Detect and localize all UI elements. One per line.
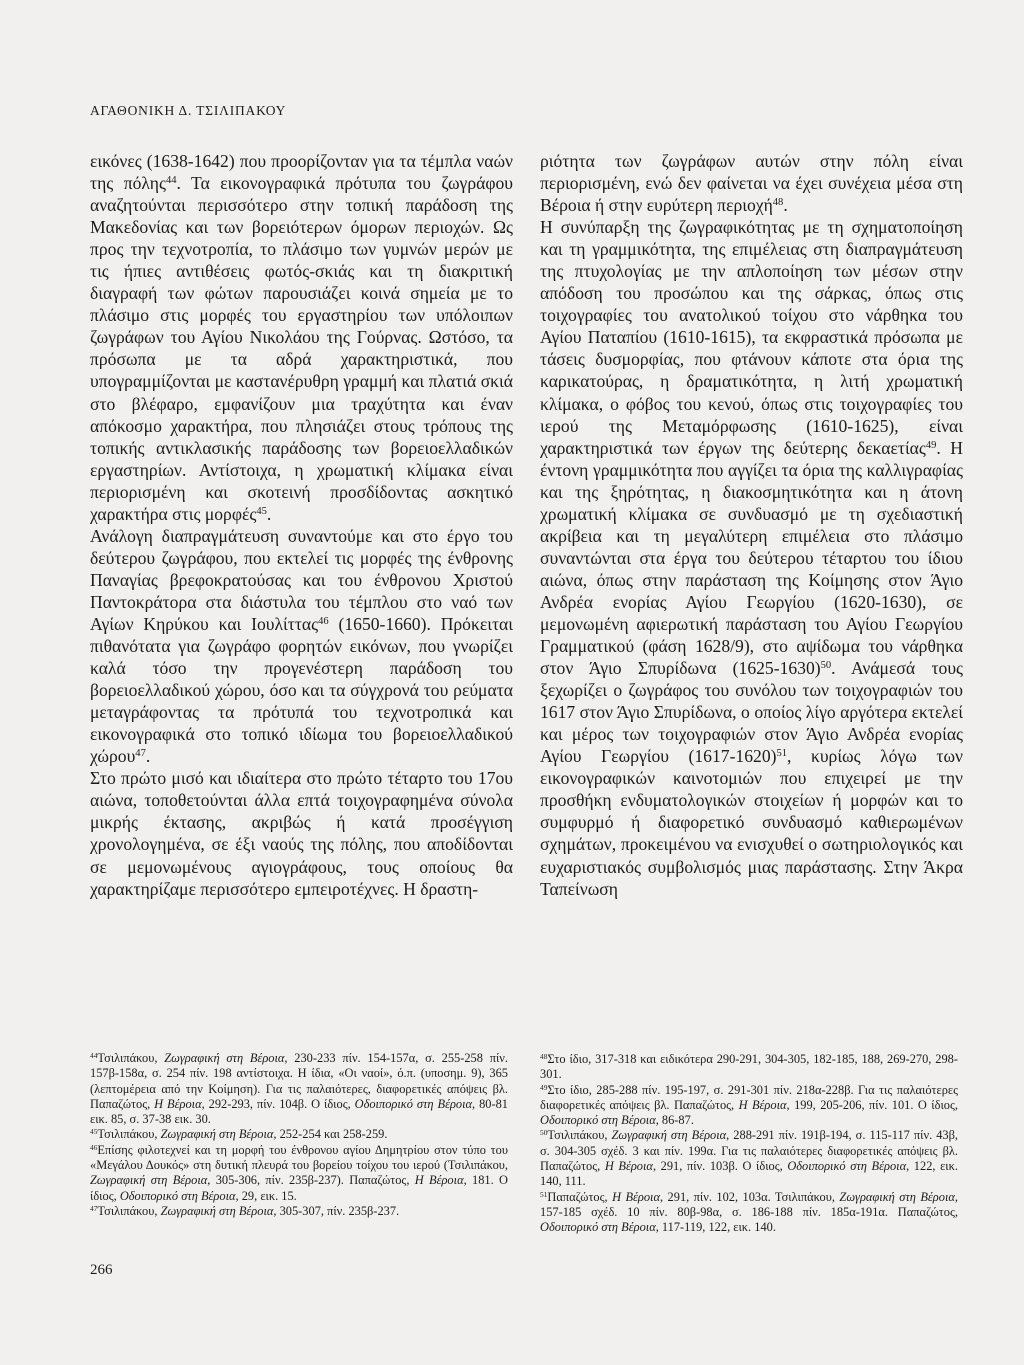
paragraph: Η συνύπαρξη της ζωγραφικότητας με τη σχηματοποίηση και τη γραμμικότητα, της επιμέλειας στη διαπραγμάτευση της πτυχολογίας με την απλοποίηση των μέσων στην απόδοση του προσώπου και της σάρκας, όπως στις τοιχογραφίες του ανατολικού τοίχου στο νάρθηκα του Αγίου Παταπίου (1610-1615), τα εκφραστικά πρόσωπα με τάσεις δυσμορφίας, που φτάνουν κάποτε στα όρια της καρικατούρας, η δραματικότητα, η λιτή χρωματική κλίμακα, ο φόβος του κενού, όπως στις τοιχογραφίες του ιερού της Μεταμόρφωσης (1610-1625), είναι χαρακτηριστικά των έργων της δεύτερης δεκαετίας$^{49}$. Η έντονη γραμμικότητα που αγγίζει τα όρια της καλλιγραφίας και της ξηρότητας, η διακοσμητικότητα και η άτονη χρωματική κλίμακα σε συνδυασμό με τη σχεδιαστική ακρίβεια και τη μεγαλύτερη επιμέλεια στο πλάσιμο συναντώνται στα έργα του δεύτερου τέταρτου του ίδιου αιώνα, όπως στην παράσταση της Κοίμησης στον Άγιο Ανδρέα ενορίας Αγίου Γεωργίου (1620-1630), σε μεμονωμένη αφιερωτική παράσταση του Αγίου Γεωργίου Γραμματικού (φάση 1628/9), στο αψίδωμα του νάρθηκα στον Άγιο Σπυρίδωνα (1625-1630)$^{50}$. Ανάμεσά τους ξεχωρίζει ο ζωγράφος του συνόλου των τοιχογραφιών του 1617 στον Άγιο Σπυρίδωνα, ο οποίος λίγο αργότερα εκτελεί και μέρος των τοιχογραφιών στον Άγιο Ανδρέα ενορίας Αγίου Γεωργίου (1617-1620)$^{51}$, κυρίως λόγω των εικονογραφικών καινοτομιών που επιχειρεί με την προσθήκη ενδυματολογικών στοιχείων ή μορφών και το συμφυρμό ή διαφορετικό συνδυασμό καθιερωμένων σχημάτων, προκειμένου να ενισχυθεί ο σωτηριολογικός και ευχαριστιακός συμβολισμός μιας παράστασης. Στην Άκρα Ταπείνωση — [540, 217, 963, 899]
footnotes-left — [90, 1051, 508, 1219]
footnote-51: $^{51}$Παπαζώτος, Η Βέροια, 291, πίν. 102, 103α. Τσιλιπάκου, Ζωγραφική στη Βέροια, 157-185 σχέδ. 10 πίν. 80β-98α, σ. 186-188 πίν. 185α-191α. Παπαζώτος, Οδοιπορικό στη Βέροια, 117-119, 122, εικ. 140. — [540, 1189, 959, 1235]
paragraph: ριότητα των ζωγράφων αυτών στην πόλη είναι περιορισμένη, ενώ δεν φαίνεται να έχει συνέχεια μέσα στη Βέροια ή στην ευρύτερη περιοχή$^{48}$. — [540, 151, 963, 216]
paragraph: εικόνες (1638-1642) που προορίζονταν για τα τέμπλα ναών της πόλης$^{44}$. Τα εικονογραφικά πρότυπα του ζωγράφου αναζητούνται περισσότερο στην τοπική παράδοση της Μακεδονίας και των βορειότερων όμορων περιοχών. Ως προς την τεχνοτροπία, το πλάσιμο των γυμνών μερών με τις ήπιες αντιθέσεις φωτός-σκιάς και τη διακριτική διαγραφή των φώτων παρουσιάζει κοινά σημεία με το πλάσιμο στις μορφές του εργαστηρίου των υπόλοιπων ζωγράφων του Αγίου Νικολάου της Γούρνας. Ωστόσο, τα πρόσωπα με τα αδρά χαρακτηριστικά, που υπογραμμίζονται με καστανέρυθρη γραμμή και πλατιά σκιά στο βλέφαρο, εμφανίζουν μια τραχύτητα και έναν απόκοσμο χαρακτήρα, που πλησιάζει στους τρόπους της τοπικής αντικλασικής παράδοσης των βορειοελλαδικών εργαστηρίων. Αντίστοιχα, η χρωματική κλίμακα είναι περιορισμένη και σκοτεινή προσδίδοντας ασκητικό χαρακτήρα στις μορφές$^{45}$. — [90, 151, 513, 524]
footnote-ref-46[interactable]: 46 — [318, 616, 329, 628]
footnote-49: $^{49}$Στο ίδιο, 285-288 πίν. 195-197, σ. 291-301 πίν. 218α-228β. Για τις παλαιότερες διαφορετικές απόψεις βλ. Παπαζώτος, Η Βέροια, 199, 205-206, πίν. 101. Ο ίδιος, Οδοιπορικό στη Βέροια, 86-87. — [540, 1082, 958, 1128]
footnote-ref-47[interactable]: 47 — [135, 748, 146, 760]
footnote-50: $^{50}$Τσιλιπάκου, Ζωγραφική στη Βέροια, 288-291 πίν. 191β-194, σ. 115-117 πίν. 43β, σ. 304-305 σχέδ. 3 και πίν. 199α. Για τις παλαιότερες διαφορετικές απόψεις βλ. Παπαζώτος, Η Βέροια, 291, πίν. 103β. Ο ίδιος, Οδοιπορικό στη Βέροια, 122, εικ. 140, 111. — [540, 1128, 958, 1189]
footnote-45: $^{45}$Τσιλιπάκου, Ζωγραφική στη Βέροια, 252-254 και 258-259. — [90, 1127, 388, 1142]
footnote-ref-49[interactable]: 49 — [925, 439, 937, 451]
text-column-right — [540, 150, 963, 900]
paragraph: Στο πρώτο μισό και ιδιαίτερα στο πρώτο τέταρτο του 17ου αιώνα, τοποθετούνται άλλα επτά τοιχογραφημένα σύνολα μικρής έκτασης, ακριβώς ή κατά προσέγγιση χρονολογημένα, σε έξι ναούς της πόλης, που αποδίδονται σε μεμονωμένους αγιογράφους, τους οποίους θα χαρακτηρίζαμε περισσότερο εμπειροτέχνες. Η δραστη- — [90, 768, 513, 899]
text-column-left — [90, 150, 513, 900]
footnote-46: $^{46}$Επίσης φιλοτεχνεί και τη μορφή του ένθρονου αγίου Δημητρίου στον τύπο του «Μεγάλου Δουκός» στη δυτική πλευρά του βορείου τοίχου του ιερού (Τσιλιπάκου, Ζωγραφική στη Βέροια, 305-306, πίν. 235β-237). Παπαζώτος, Η Βέροια, 181. Ο ίδιος, Οδοιπορικό στη Βέροια, 29, εικ. 15. — [90, 1142, 508, 1203]
paragraph: Ανάλογη διαπραγμάτευση συναντούμε και στο έργο του δεύτερου ζωγράφου, που εκτελεί τις μορφές της ένθρονης Παναγίας βρεφοκρατούσας και του ένθρονου Χριστού Παντοκράτορα στα διάστυλα του τέμπλου στο ναό των Αγίων Κηρύκου και Ιουλίττας$^{46}$ (1650-1660). Πρόκειται πιθανότατα για ζωγράφο φορητών εικόνων, που γνωρίζει καλά τόσο την προγενέστερη παράδοση του βορειοελλαδικού χώρου, όσο και τα σύγχρονά του ρεύματα μεταγράφοντας τα πρότυπά του τεχνοτροπικά και εικονογραφικά στο τοπικό ιδίωμα του βορειοελλαδικού χώρου$^{47}$. — [90, 525, 513, 767]
footnote-ref-44[interactable]: 44 — [165, 175, 177, 187]
footnote-ref-50[interactable]: 50 — [820, 660, 832, 672]
footnote-ref-51[interactable]: 51 — [776, 748, 788, 760]
footnote-ref-45[interactable]: 45 — [256, 505, 267, 517]
page-number: 266 — [90, 1262, 113, 1278]
footnote-44: $^{44}$Τσιλιπάκου, Ζωγραφική στη Βέροια, 230-233 πίν. 154-157α, σ. 255-258 πίν. 157β-158α, σ. 254 πίν. 198 αντίστοιχα. Η ίδια, «Οι ναοί», ό.π. (υποσημ. 9), 365 (λεπτομέρεια από την Κοίμηση). Για τις παλαιότερες, διαφορετικές απόψεις βλ. Παπαζώτος, Η Βέροια, 292-293, πίν. 104β. Ο ίδιος, Οδοιπορικό στη Βέροια, 80-81 εικ. 85, σ. 37-38 εικ. 30. — [90, 1050, 508, 1127]
footnote-48: $^{48}$Στο ίδιο, 317-318 και ειδικότερα 290-291, 304-305, 182-185, 188, 269-270, 298-301. — [540, 1051, 958, 1082]
running-head: ΑΓΑΘΟΝΙΚΗ Δ. ΤΣΙΛΙΠΑΚΟΥ — [90, 103, 287, 118]
footnotes-right — [540, 1052, 958, 1236]
footnote-ref-48[interactable]: 48 — [772, 197, 784, 209]
footnote-47: $^{47}$Τσιλιπάκου, Ζωγραφική στη Βέροια, 305-307, πίν. 235β-237. — [90, 1203, 400, 1218]
